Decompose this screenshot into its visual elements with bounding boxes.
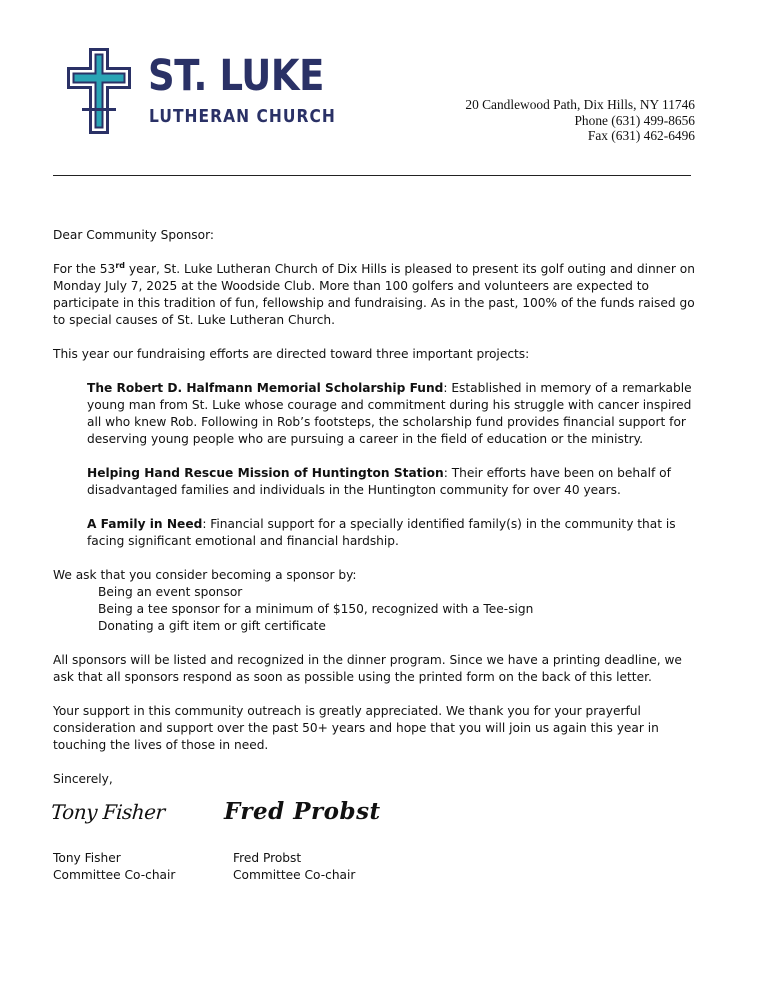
- project-family-in-need: A Family in Need: Financial support for a specially identified family(s) in the community that is facing significant emotional and financial hardship.: [87, 517, 676, 548]
- projects-intro: This year our fundraising efforts are directed toward three important projects:: [53, 347, 530, 361]
- signer-block-2: [233, 850, 355, 884]
- closing-paragraph: Your support in this community outreach is greatly appreciated. We thank you for your prayerful consideration and support over the past 50+ years and hope that you will join us again this year in touching the lives of those in need.: [53, 704, 659, 752]
- ask-intro: We ask that you consider becoming a sponsor by:: [53, 568, 357, 582]
- ask-item: Donating a gift item or gift certificate: [98, 619, 326, 633]
- signer-name: Tony Fisher: [53, 851, 121, 865]
- intro-paragraph: For the 53rd year, St. Luke Lutheran Church of Dix Hills is pleased to present its golf outing and dinner on Monday July 7, 2025 at the Woodside Club. More than 100 golfers and volunteers are expected to participate in this tradition of fun, fellowship and fundraising. As in the past, 100% of the funds raised go to special causes of St. Luke Lutheran Church.: [53, 260, 695, 327]
- salutation: Dear Community Sponsor:: [53, 228, 215, 242]
- signer-block-1: [53, 850, 175, 884]
- fax-number: Fax (631) 462-6496: [587, 128, 695, 144]
- closing: Sincerely,: [53, 772, 113, 786]
- project-rescue-mission: Helping Hand Rescue Mission of Huntington Station: Their efforts have been on behalf of disadvantaged families and individuals in the Huntington community for over 40 years.: [87, 466, 671, 497]
- signer-title: Committee Co-chair: [53, 868, 176, 882]
- signer-name: Fred Probst: [233, 851, 302, 865]
- church-cross-logo: [67, 48, 131, 134]
- ask-item: Being a tee sponsor for a minimum of $150, recognized with a Tee-sign: [98, 602, 534, 616]
- letter-body: [53, 227, 701, 788]
- church-address-block: [465, 97, 695, 144]
- phone-number: Phone (631) 499-8656: [574, 112, 695, 128]
- header-divider: [53, 175, 691, 176]
- brand-subtitle: LUTHERAN CHURCH: [149, 106, 336, 127]
- signer-title: Committee Co-chair: [233, 868, 356, 882]
- sponsors-note: All sponsors will be listed and recognized in the dinner program. Since we have a printing deadline, we ask that all sponsors respond as soon as possible using the printed form on the back of this letter.: [53, 653, 682, 684]
- project-scholarship: The Robert D. Halfmann Memorial Scholarship Fund: Established in memory of a remarkable young man from St. Luke whose courage and commitment during his struggle with cancer inspired all who knew Rob. Following in Rob’s footsteps, the scholarship fund provides financial support for deserving young people who are pursuing a career in the field of education or the ministry.: [87, 381, 692, 446]
- brand-name: ST. LUKE: [148, 51, 324, 101]
- signature-fred-probst: Fred Probst: [224, 798, 381, 825]
- signature-tony-fisher: Tony Fisher: [50, 800, 166, 824]
- ask-item: Being an event sponsor: [98, 585, 243, 599]
- street-address: 20 Candlewood Path, Dix Hills, NY 11746: [465, 97, 695, 112]
